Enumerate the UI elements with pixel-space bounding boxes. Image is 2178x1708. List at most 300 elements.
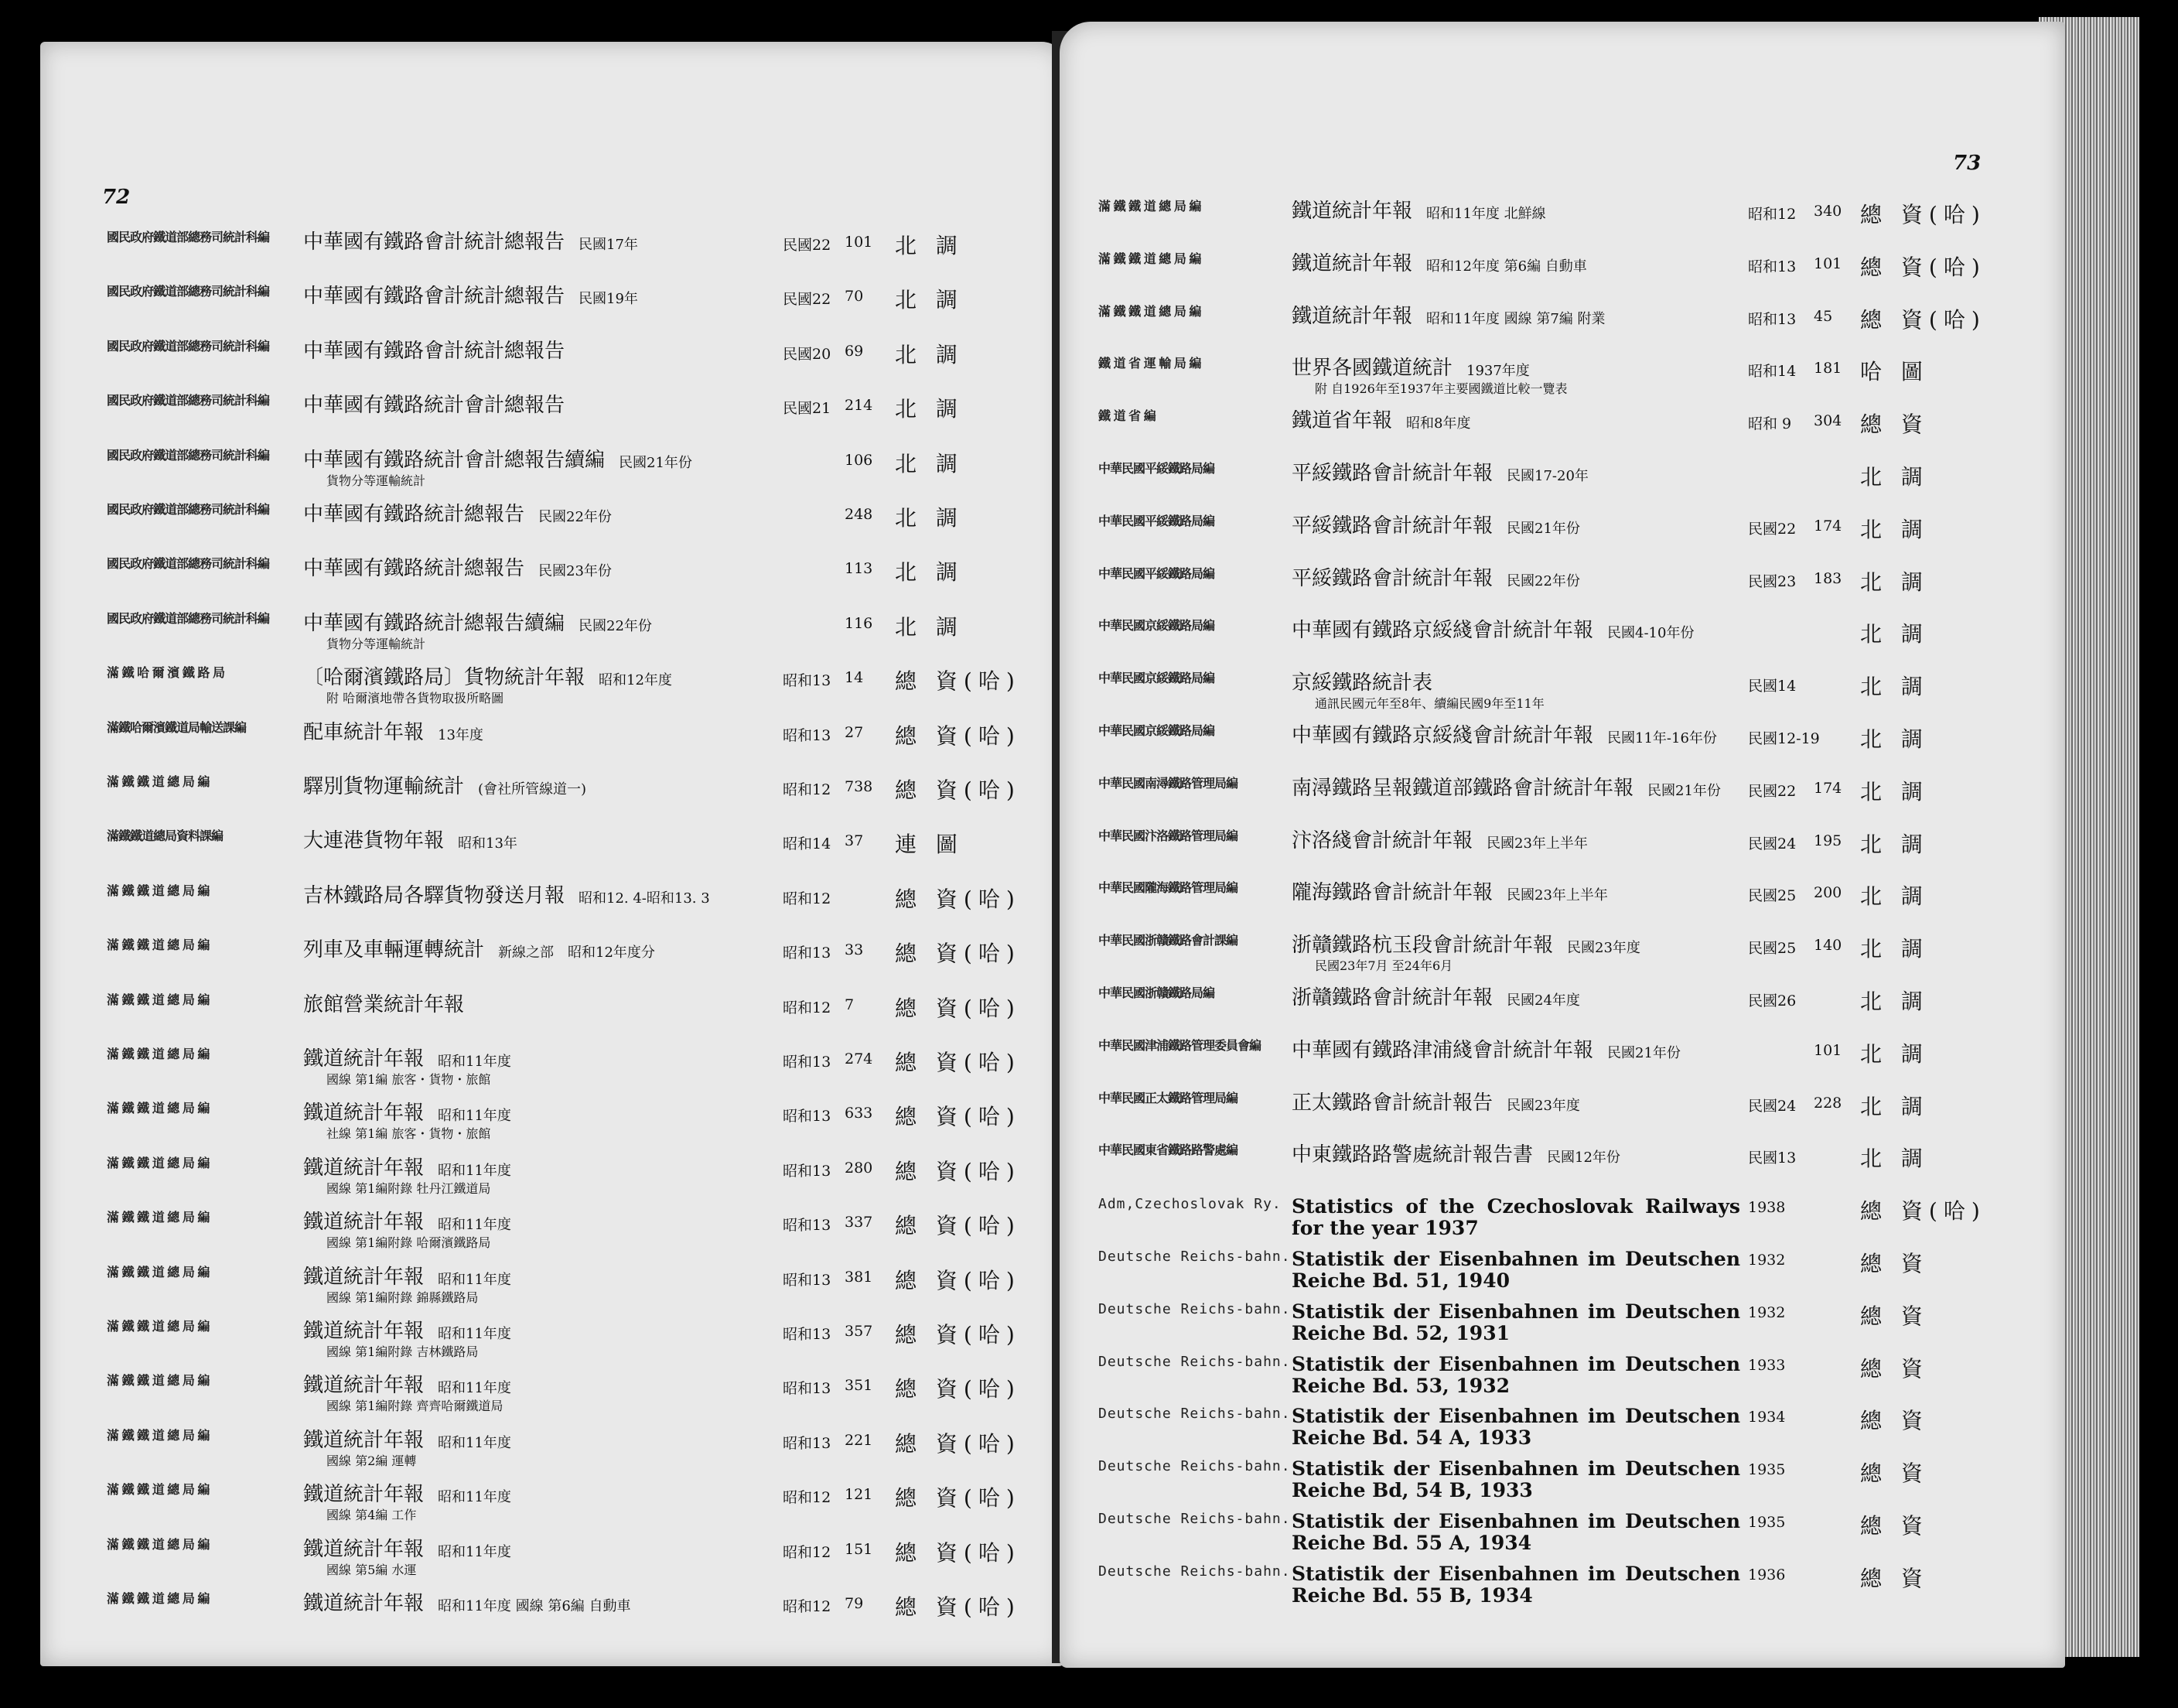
entry-title: 浙贛鐵路會計統計年報	[1292, 986, 1494, 1009]
entry-title: 〔哈爾濱鐵路局〕貨物統計年報	[303, 666, 585, 690]
entry-sub: 通訊民國元年至8年、續編民國9年至11年	[1315, 696, 1545, 712]
entry-note: 民國11年-16年份	[1607, 730, 1717, 746]
entry-title: 列車及車輛運轉統計	[303, 938, 485, 962]
entry-publisher: 滿鐵哈爾濱鐵道局輸送課編	[107, 719, 247, 735]
entry-publisher: 國民政府鐵道部總務司統計科編	[107, 556, 270, 572]
table-row	[40, 503, 1065, 549]
entry-publisher: 中華民國京綏鐵路局編	[1098, 618, 1215, 634]
entry-publisher: 中華民國平綏鐵路局編	[1098, 513, 1215, 528]
entry-note: 民國22年份	[579, 617, 652, 634]
entry-pages: 183	[1814, 569, 1842, 587]
table-row	[1060, 1249, 2065, 1295]
entry-year: 民國12-19	[1748, 730, 1820, 747]
entry-title: 鐵道統計年報	[1292, 200, 1413, 223]
entry-pages: 633	[845, 1105, 873, 1122]
entry-title: 鐵道統計年報	[303, 1156, 425, 1180]
entry-year: 民國21	[783, 400, 831, 418]
entry-location: 總 資(哈)	[895, 941, 1021, 967]
entry-pages: 116	[845, 614, 873, 632]
entry-publisher: 中華民國京綏鐵路局編	[1098, 723, 1215, 738]
entry-location: 總 資	[1860, 1565, 1929, 1591]
entry-title: 吉林鐵路局各驛貨物發送月報	[303, 883, 565, 907]
entry-publisher: 滿 鐵 鐵 道 總 局 編	[1098, 199, 1201, 214]
table-row	[40, 1156, 1065, 1203]
entry-publisher: 滿 鐵 鐵 道 總 局 編	[107, 1427, 210, 1443]
table-row	[40, 829, 1065, 876]
entry-note: 民國22年份	[538, 509, 612, 525]
entry-location: 北 調	[1860, 831, 1929, 857]
table-row	[40, 449, 1065, 495]
table-row	[1060, 671, 2065, 718]
entry-year: 昭和13	[783, 945, 831, 962]
entry-pages: 151	[845, 1540, 873, 1558]
entry-year: 昭和12	[783, 890, 831, 907]
entry-title: 中華國有鐵路統計總報告續編	[303, 611, 565, 635]
entry-publisher: Deutsche Reichs-bahn.	[1098, 1511, 1291, 1527]
entry-year: 1936	[1748, 1566, 1786, 1583]
entry-sub: 附 自1926年至1937年主要國鐵道比較一覽表	[1315, 381, 1568, 397]
entry-publisher: 滿 鐵 鐵 道 總 局 編	[107, 1047, 210, 1061]
entry-publisher: 滿 鐵 鐵 道 總 局 編	[107, 992, 210, 1007]
entry-note: 昭和11年度	[438, 1326, 511, 1342]
entry-year: 民國22	[1748, 782, 1797, 800]
entry-title: Statistik der Eisenbahnen im Deutschen Reiche Bd. 52, 1931	[1292, 1300, 1740, 1344]
entry-publisher: 國民政府鐵道部總務司統計科編	[107, 230, 270, 244]
table-row	[40, 1320, 1065, 1366]
entry-publisher: Deutsche Reichs-bahn.	[1098, 1353, 1291, 1370]
entry-note: 民國23年度	[1567, 940, 1640, 957]
entry-title: 旅館營業統計年報	[303, 992, 465, 1016]
table-row	[1060, 357, 2065, 403]
table-row	[1060, 1511, 2065, 1557]
entry-publisher: 國民政府鐵道部總務司統計科編	[107, 393, 270, 408]
entry-location: 總 資(哈)	[1860, 1198, 1986, 1225]
entry-publisher: 鐵 道 省 運 輸 局 編	[1098, 356, 1201, 371]
entry-location: 總 資(哈)	[895, 1594, 1021, 1620]
entry-title: 驛別貨物運輸統計	[303, 775, 465, 798]
entry-location: 北 調	[1860, 1146, 1929, 1172]
entry-year: 1935	[1748, 1461, 1786, 1479]
entry-note: 民國19年	[579, 291, 638, 308]
entry-publisher: 中華民國汴洛鐵路管理局編	[1098, 828, 1238, 843]
entry-title: 鐵道統計年報	[303, 1537, 425, 1561]
entry-title: 中華國有鐵路會計統計總報告	[303, 231, 565, 254]
entry-year: 1933	[1748, 1356, 1786, 1374]
entry-year: 1932	[1748, 1252, 1786, 1269]
entry-location: 總 資(哈)	[895, 1539, 1021, 1566]
entry-sub: 貨物分等運輸統計	[326, 473, 426, 488]
entry-location: 總 資(哈)	[895, 1213, 1021, 1239]
entry-title: 鐵道統計年報	[1292, 304, 1413, 328]
entry-note: 民國17年	[579, 237, 638, 253]
entry-year: 民國25	[1748, 887, 1797, 905]
entry-pages: 248	[845, 506, 873, 523]
entry-year: 民國14	[1748, 678, 1797, 695]
entry-location: 北 調	[1860, 464, 1929, 490]
entry-location: 北 調	[895, 613, 964, 640]
entry-year: 民國13	[1748, 1149, 1797, 1167]
entry-year: 昭和12	[783, 1543, 831, 1561]
table-row	[1060, 409, 2065, 456]
entry-note: 昭和11年度	[438, 1108, 511, 1125]
entry-year: 昭和13	[1748, 258, 1797, 275]
table-row	[1060, 1406, 2065, 1452]
entry-publisher: 滿 鐵 鐵 道 總 局 編	[107, 1101, 210, 1116]
table-row	[40, 285, 1065, 331]
table-row	[1060, 1563, 2065, 1610]
entry-pages: 113	[845, 560, 873, 578]
entry-title: Statistics of the Czechoslovak Railways for the year 1937	[1292, 1195, 1740, 1240]
entry-title: 大連港貨物年報	[303, 829, 445, 853]
table-row	[1060, 1143, 2065, 1190]
entry-pages: 79	[845, 1595, 864, 1612]
entry-year: 民國22	[1748, 520, 1797, 538]
entry-title: Statistik der Eisenbahnen im Deutschen Reiche Bd. 53, 1932	[1292, 1352, 1740, 1397]
entry-location: 總 資(哈)	[1860, 254, 1986, 280]
entry-note: 民國23年份	[538, 563, 612, 580]
table-row	[1060, 305, 2065, 351]
entry-year: 民國24	[1748, 835, 1797, 852]
table-row	[1060, 1039, 2065, 1085]
entry-note: 昭和12年度 第6編 自動車	[1426, 258, 1587, 275]
entry-pages: 228	[1814, 1094, 1842, 1112]
entry-note: 民國21年份	[619, 454, 692, 471]
table-row	[40, 1211, 1065, 1257]
entry-publisher: 滿 鐵 鐵 道 總 局 編	[1098, 251, 1201, 266]
entry-title: 鐵道統計年報	[303, 1428, 425, 1452]
entry-note: 民國21年份	[1607, 1044, 1681, 1061]
entry-location: 北 調	[895, 287, 964, 313]
entry-note: 民國23年上半年	[1487, 835, 1588, 852]
entry-pages: 738	[845, 778, 873, 795]
entry-year: 昭和14	[783, 835, 831, 853]
entry-note: 1937年度	[1466, 363, 1530, 380]
entry-location: 總 資(哈)	[895, 1322, 1021, 1348]
entry-note: (會社所管線道一)	[478, 781, 587, 798]
entry-publisher: 中華民國京綏鐵路局編	[1098, 671, 1215, 686]
entry-sub: 國線 第5編 水運	[326, 1562, 417, 1577]
entry-sub: 國線 第1編附錄 錦縣鐵路局	[326, 1290, 479, 1305]
entry-pages: 174	[1814, 517, 1842, 535]
entry-pages: 221	[845, 1431, 873, 1449]
entry-location: 總 資(哈)	[895, 1050, 1021, 1075]
entry-title: Statistik der Eisenbahnen im Deutschen Reiche Bd. 51, 1940	[1292, 1248, 1740, 1292]
entry-year: 昭和12	[783, 781, 831, 798]
entry-location: 北 調	[1860, 621, 1929, 647]
entry-year: 昭和13	[783, 1217, 831, 1235]
entry-sub: 貨物分等運輸統計	[326, 636, 426, 651]
table-row	[40, 231, 1065, 277]
entry-year: 昭和13	[783, 1434, 831, 1452]
entry-note: 民國21年份	[1647, 782, 1721, 799]
entry-note: 昭和11年度 國線 第7編 附業	[1426, 310, 1606, 327]
entry-title: 鐵道省年報	[1292, 409, 1393, 433]
entry-location: 北 調	[895, 396, 964, 422]
entry-title: 世界各國鐵道統計	[1292, 357, 1453, 381]
entry-location: 連 圖	[895, 832, 964, 858]
table-row	[40, 1429, 1065, 1475]
entry-location: 總 資(哈)	[1860, 202, 1986, 227]
entry-publisher: 滿 鐵 鐵 道 總 局 編	[107, 1536, 210, 1552]
entry-title: 中華國有鐵路會計統計總報告	[303, 285, 565, 309]
entry-location: 總 資(哈)	[895, 668, 1021, 695]
entry-pages: 174	[1814, 779, 1842, 797]
entry-publisher: 滿 鐵 鐵 道 總 局 編	[107, 1210, 210, 1225]
entry-year: 1934	[1748, 1409, 1786, 1426]
entry-publisher: 滿 鐵 鐵 道 總 局 編	[107, 883, 210, 898]
entry-publisher: 國民政府鐵道部總務司統計科編	[107, 284, 270, 299]
entry-sub: 國線 第1編附錄 牡丹江鐵道局	[326, 1180, 491, 1196]
entry-pages: 214	[845, 397, 873, 415]
entry-publisher: 中華民國平綏鐵路局編	[1098, 565, 1215, 581]
page-number: 73	[1953, 152, 1982, 175]
entry-location: 總 資	[1860, 1513, 1929, 1539]
entry-publisher: 滿 鐵 鐵 道 總 局 編	[107, 1319, 210, 1334]
entry-location: 總 資	[1860, 412, 1929, 438]
entry-title: 浙贛鐵路杭玉段會計統計年報	[1292, 934, 1554, 958]
entry-location: 北 調	[895, 341, 964, 367]
entry-publisher: 中華民國津浦鐵路管理委員會編	[1098, 1037, 1261, 1053]
table-row	[1060, 462, 2065, 508]
entry-note: 昭和11年度	[438, 1217, 511, 1234]
table-row	[1060, 252, 2065, 299]
entry-pages: 140	[1814, 937, 1842, 955]
entry-publisher: 滿 鐵 鐵 道 總 局 編	[107, 938, 210, 953]
entry-location: 總 資	[1860, 1460, 1929, 1487]
entry-year: 昭和13	[783, 672, 831, 690]
entry-title: 平綏鐵路會計統計年報	[1292, 566, 1494, 590]
table-row	[40, 1538, 1065, 1584]
entry-pages: 14	[845, 669, 864, 687]
table-row	[40, 993, 1065, 1040]
entry-pages: 274	[845, 1050, 873, 1068]
entry-publisher: 滿 鐵 鐵 道 總 局 編	[107, 1373, 210, 1389]
entry-title: 鐵道統計年報	[303, 1483, 425, 1507]
entry-pages: 106	[845, 451, 873, 469]
entry-publisher: 滿 鐵 鐵 道 總 局 編	[107, 1482, 210, 1498]
entry-location: 北 調	[1860, 1093, 1929, 1119]
entry-title: 南潯鐵路呈報鐵道部鐵路會計統計年報	[1292, 776, 1634, 800]
entry-year: 昭和 9	[1748, 415, 1792, 433]
entry-title: 正太鐵路會計統計報告	[1292, 1091, 1494, 1115]
entry-location: 總 資(哈)	[1860, 306, 1986, 333]
entry-publisher: 中華民國浙贛鐵路局編	[1098, 986, 1215, 1000]
entry-title: 鐵道統計年報	[303, 1211, 425, 1235]
entry-title: 鐵道統計年報	[1292, 251, 1413, 275]
entry-location: 總 資	[1860, 1408, 1929, 1434]
entry-publisher: Deutsche Reichs-bahn.	[1098, 1563, 1291, 1580]
entry-location: 總 資(哈)	[895, 1267, 1021, 1293]
table-row	[40, 938, 1065, 985]
entry-location: 北 調	[1860, 569, 1929, 595]
entry-note: 民國24年度	[1507, 992, 1580, 1009]
entry-publisher: 國民政府鐵道部總務司統計科編	[107, 447, 270, 463]
entry-publisher: 滿 鐵 鐵 道 總 局 編	[107, 1591, 210, 1606]
table-row	[40, 394, 1065, 440]
entry-sub: 國線 第1編附錄 齊齊哈爾鐵道局	[326, 1399, 504, 1414]
entry-location: 哈 圖	[1860, 359, 1929, 385]
entry-title: Statistik der Eisenbahnen im Deutschen Reiche Bd, 54 B, 1933	[1292, 1457, 1740, 1502]
entry-title: 中東鐵路路警處統計報告書	[1292, 1143, 1534, 1167]
page-number: 72	[102, 186, 131, 209]
entry-title: 鐵道統計年報	[303, 1374, 425, 1398]
entry-pages: 340	[1814, 203, 1842, 220]
entry-location: 北 調	[895, 233, 964, 258]
entry-pages: 70	[845, 288, 864, 306]
entry-title: 平綏鐵路會計統計年報	[1292, 462, 1494, 485]
entry-note: 民國12年份	[1547, 1149, 1620, 1167]
entry-pages: 45	[1814, 307, 1833, 325]
entry-publisher: 中華民國隴海鐵路管理局編	[1098, 880, 1238, 896]
entry-title: Statistik der Eisenbahnen im Deutschen Reiche Bd. 55 A, 1934	[1292, 1510, 1740, 1554]
left-page	[40, 42, 1065, 1666]
entry-location: 北 調	[1860, 516, 1929, 542]
entry-year: 民國25	[1748, 940, 1797, 958]
table-row	[1060, 200, 2065, 246]
right-page	[1060, 22, 2065, 1668]
table-row	[40, 666, 1065, 712]
entry-location: 總 資(哈)	[895, 1158, 1021, 1184]
entry-publisher: 國民政府鐵道部總務司統計科編	[107, 338, 270, 354]
table-row	[40, 775, 1065, 822]
entry-title: 中華國有鐵路京綏綫會計統計年報	[1292, 619, 1594, 643]
entry-note: 13年度	[438, 726, 483, 743]
entry-note: 昭和11年度 國線 第6編 自動車	[438, 1598, 631, 1614]
entry-location: 總 資	[1860, 1303, 1929, 1329]
table-row	[1060, 514, 2065, 561]
entry-location: 北 調	[1860, 1040, 1929, 1067]
entry-location: 總 資(哈)	[895, 1104, 1021, 1130]
entry-note: 昭和11年度	[438, 1380, 511, 1397]
entry-sub: 國線 第1編附錄 吉林鐵路局	[326, 1344, 479, 1359]
entry-year: 民國23	[1748, 572, 1797, 590]
entry-note: 昭和11年度	[438, 1162, 511, 1179]
entry-location: 北 調	[1860, 989, 1929, 1014]
entry-publisher: Deutsche Reichs-bahn.	[1098, 1300, 1291, 1317]
entry-pages: 7	[845, 996, 855, 1013]
entry-pages: 357	[845, 1323, 873, 1340]
entry-sub: 社線 第1編 旅客・貨物・旅館	[326, 1126, 491, 1142]
entry-sub: 民國23年7月 至24年6月	[1315, 958, 1453, 974]
entry-note: 民國17-20年	[1507, 468, 1589, 484]
entry-note: 民國21年份	[1507, 520, 1580, 537]
table-row	[1060, 1091, 2065, 1138]
entry-year: 昭和13	[783, 1271, 831, 1289]
entry-pages: 351	[845, 1377, 873, 1395]
entry-title: 中華國有鐵路津浦綫會計統計年報	[1292, 1038, 1594, 1062]
entry-publisher: 中華民國浙贛鐵路會計課編	[1098, 933, 1238, 948]
entry-pages: 101	[845, 234, 873, 251]
table-row	[40, 884, 1065, 931]
entry-pages: 27	[845, 723, 864, 741]
table-row	[1060, 881, 2065, 927]
entry-location: 北 調	[895, 450, 964, 477]
table-row	[1060, 934, 2065, 980]
entry-pages: 337	[845, 1214, 873, 1231]
entry-year: 昭和13	[783, 1054, 831, 1071]
entry-pages: 280	[845, 1159, 873, 1177]
entry-title: 平綏鐵路會計統計年報	[1292, 514, 1494, 538]
entry-location: 總 資(哈)	[895, 777, 1021, 803]
entry-pages: 69	[845, 342, 864, 360]
entry-publisher: 中華民國東省鐵路路警處編	[1098, 1143, 1238, 1158]
entry-publisher: Deutsche Reichs-bahn.	[1098, 1249, 1291, 1265]
entry-year: 昭和13	[783, 1380, 831, 1398]
entry-sub: 國線 第1編附錄 哈爾濱鐵路局	[326, 1235, 491, 1251]
entry-publisher: 滿鐵鐵道總局資料課編	[107, 828, 224, 844]
table-row	[40, 1102, 1065, 1148]
entry-location: 總 資(哈)	[895, 1430, 1021, 1457]
entry-title: 中華國有鐵路京綏綫會計統計年報	[1292, 724, 1594, 747]
entry-pages: 200	[1814, 884, 1842, 902]
entry-publisher: 中華民國正太鐵路管理局編	[1098, 1090, 1238, 1105]
entry-title: 隴海鐵路會計統計年報	[1292, 881, 1494, 905]
table-row	[40, 1483, 1065, 1529]
entry-publisher: 滿 鐵 哈 爾 濱 鐵 路 局	[107, 665, 224, 681]
table-row	[1060, 619, 2065, 665]
entry-sub: 國線 第4編 工作	[326, 1508, 417, 1523]
entry-year: 1935	[1748, 1514, 1786, 1531]
entry-pages: 181	[1814, 360, 1842, 377]
entry-title: 鐵道統計年報	[303, 1047, 425, 1071]
entry-year: 1932	[1748, 1303, 1786, 1321]
entry-note: 民國22年份	[1507, 572, 1580, 589]
table-row	[40, 1266, 1065, 1312]
entry-note: 昭和12年度	[599, 672, 672, 689]
entry-title: Statistik der Eisenbahnen im Deutschen Reiche Bd. 54 A, 1933	[1292, 1405, 1740, 1450]
table-row	[40, 1374, 1065, 1420]
entry-publisher: Adm,Czechoslovak Ry.	[1098, 1196, 1282, 1213]
entry-publisher: 國民政府鐵道部總務司統計科編	[107, 502, 270, 517]
table-row	[1060, 986, 2065, 1033]
entry-location: 總 資(哈)	[895, 886, 1021, 912]
table-row	[1060, 1458, 2065, 1505]
entry-year: 昭和14	[1748, 363, 1797, 381]
entry-title: 中華國有鐵路統計會計總報告	[303, 394, 565, 418]
entry-title: 京綏鐵路統計表	[1292, 671, 1433, 695]
entry-title: 中華國有鐵路統計總報告	[303, 503, 525, 526]
entry-title: 鐵道統計年報	[303, 1102, 425, 1126]
entry-note: 民國4-10年份	[1607, 625, 1695, 642]
entry-location: 北 調	[1860, 674, 1929, 700]
entry-year: 昭和13	[783, 726, 831, 744]
entry-note: 新線之部 昭和12年度分	[498, 945, 655, 962]
entry-publisher: 滿 鐵 鐵 道 總 局 編	[1098, 303, 1201, 319]
table-row	[40, 340, 1065, 386]
entry-note: 民國23年度	[1507, 1097, 1580, 1114]
entry-year: 昭和12	[783, 1489, 831, 1507]
entry-year: 民國22	[783, 237, 831, 254]
table-row	[1060, 777, 2065, 823]
entry-location: 總 資	[1860, 1355, 1929, 1382]
table-row	[40, 557, 1065, 603]
entry-year: 民國22	[783, 291, 831, 309]
entry-publisher: Deutsche Reichs-bahn.	[1098, 1458, 1291, 1475]
entry-publisher: 滿 鐵 鐵 道 總 局 編	[107, 1264, 210, 1279]
entry-location: 北 調	[895, 559, 964, 586]
entry-note: 民國23年上半年	[1507, 887, 1608, 904]
entry-location: 總 資(哈)	[895, 995, 1021, 1021]
table-row	[1060, 829, 2065, 876]
entry-publisher: 鐵 道 省 編	[1098, 408, 1156, 424]
entry-pages: 101	[1814, 254, 1842, 272]
entry-year: 昭和13	[783, 1108, 831, 1126]
entry-sub: 國線 第2編 運轉	[326, 1453, 417, 1468]
entry-sub: 附 哈爾濱地帶各貨物取扱所略圖	[326, 691, 504, 706]
entry-note: 昭和13年	[458, 835, 517, 852]
table-row	[40, 721, 1065, 767]
entry-title: 配車統計年報	[303, 720, 425, 744]
